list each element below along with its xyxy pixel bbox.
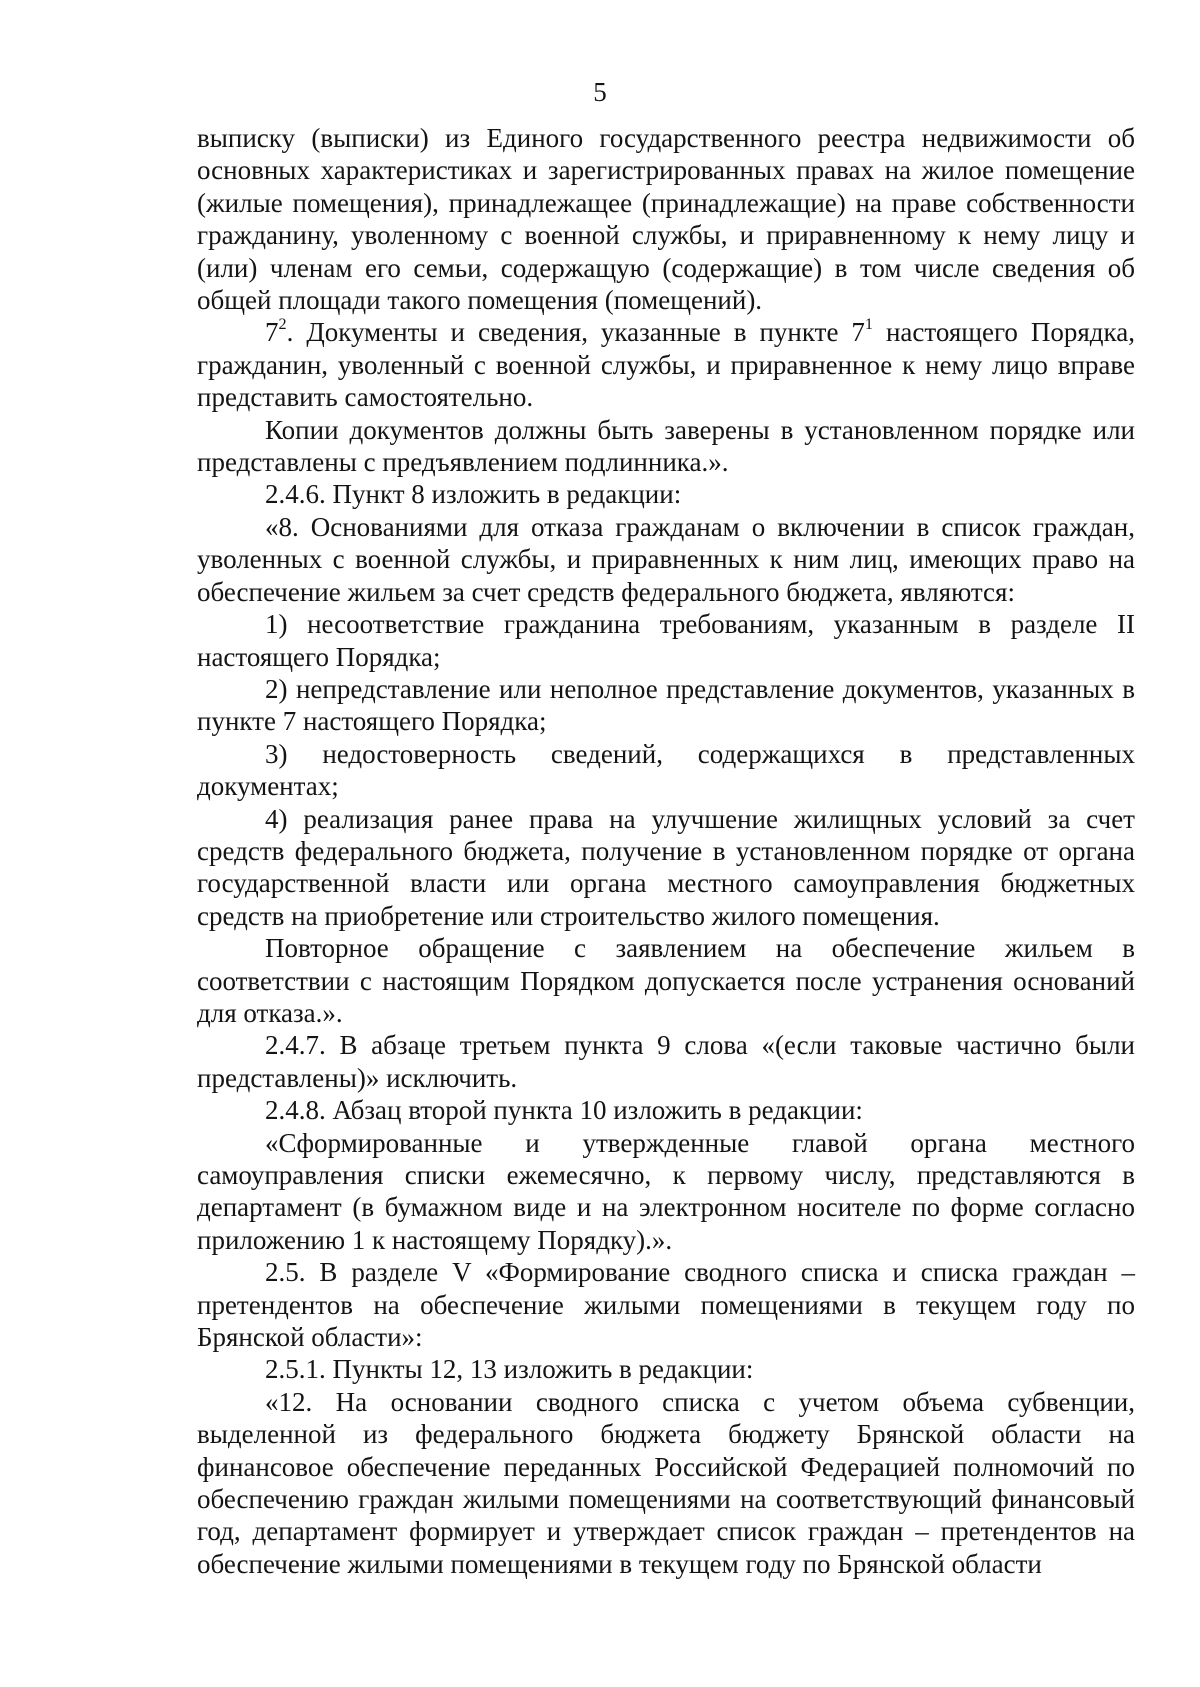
paragraph: 2.4.8. Абзац второй пункта 10 изложить в редакции: [265,1095,863,1126]
document-body [197,122,1135,1580]
paragraph: 2.5.1. Пункты 12, 13 изложить в редакции: [265,1354,754,1385]
paragraph: 2.4.7. В абзаце третьем пункта 9 слова «(если таковые частично были представлены)» исключить. [197,1030,1135,1093]
paragraph: Повторное обращение с заявлением на обеспечение жильем в соответствии с настоящим Порядком допускается после устранения оснований для отказа.». [197,933,1135,1028]
clause-number: 7 [265,317,279,348]
paragraph: выписку (выписки) из Единого государственного реестра недвижимости об основных характеристиках и зарегистрированных правах на жилое помещение (жилые помещения), принадлежащее (принадлежащие) на праве собственности гражданину, уволенному с военной службы, и приравненному к нему лицу и (или) членам его семьи, содержащую (содержащие) в том числе сведения об общей площади такого помещения (помещений). [197,123,1135,316]
paragraph: «8. Основаниями для отказа гражданам о включении в список граждан, уволенных с военной службы, и приравненных к ним лиц, имеющих право на обеспечение жильем за счет средств федерального бюджета, являются: [197,511,1135,607]
paragraph: Копии документов должны быть заверены в установленном порядке или представлены с предъявлением подлинника.». [197,414,1135,478]
list-item: 3) недостоверность сведений, содержащихся в представленных документах; [197,738,1135,802]
paragraph [197,316,1135,413]
paragraph: «Сформированные и утвержденные главой органа местного самоуправления списки ежемесячно, к первому числу, представляются в департамент (в бумажном виде и на электронном носителе по форме согласно приложению 1 к настоящему Порядку).». [197,1127,1135,1255]
list-item: 4) реализация ранее права на улучшение жилищных условий за счет средств федерального бюджета, получение в установленном порядке от органа государственной власти или органа местного самоуправления бюджетных средств на приобретение или строительство жилого помещения. [197,803,1135,931]
paragraph-text: . Документы и сведения, указанные в пункте 7 [286,317,865,348]
paragraph: 2.5. В разделе V «Формирование сводного списка и списка граждан – претендентов на обеспечение жилыми помещениями в текущем году по Брянской области»: [197,1257,1135,1353]
list-item: 2) непредставление или неполное представление документов, указанных в пункте 7 настоящего Порядка; [197,673,1135,737]
paragraph-text: настоящего Порядка, гражданин, уволенный с военной службы, и приравненное к нему лицо вправе представить самостоятельно. [197,317,1135,413]
list-item: 1) несоответствие гражданина требованиям, указанным в разделе II настоящего Порядка; [197,609,1135,672]
paragraph: «12. На основании сводного списка с учетом объема субвенции, выделенной из федерального бюджета бюджету Брянской области на финансовое обеспечение переданных Российской Федерацией полномочий по обеспечению граждан жилыми помещениями на соответствующий финансовый год, департамент формирует и утверждает список граждан – претендентов на обеспечение жилыми помещениями в текущем году по Брянской области [197,1386,1135,1579]
paragraph: 2.4.6. Пункт 8 изложить в редакции: [265,479,682,510]
page-number: 5 [593,77,607,107]
superscript: 2 [278,315,287,334]
superscript: 1 [864,315,873,334]
